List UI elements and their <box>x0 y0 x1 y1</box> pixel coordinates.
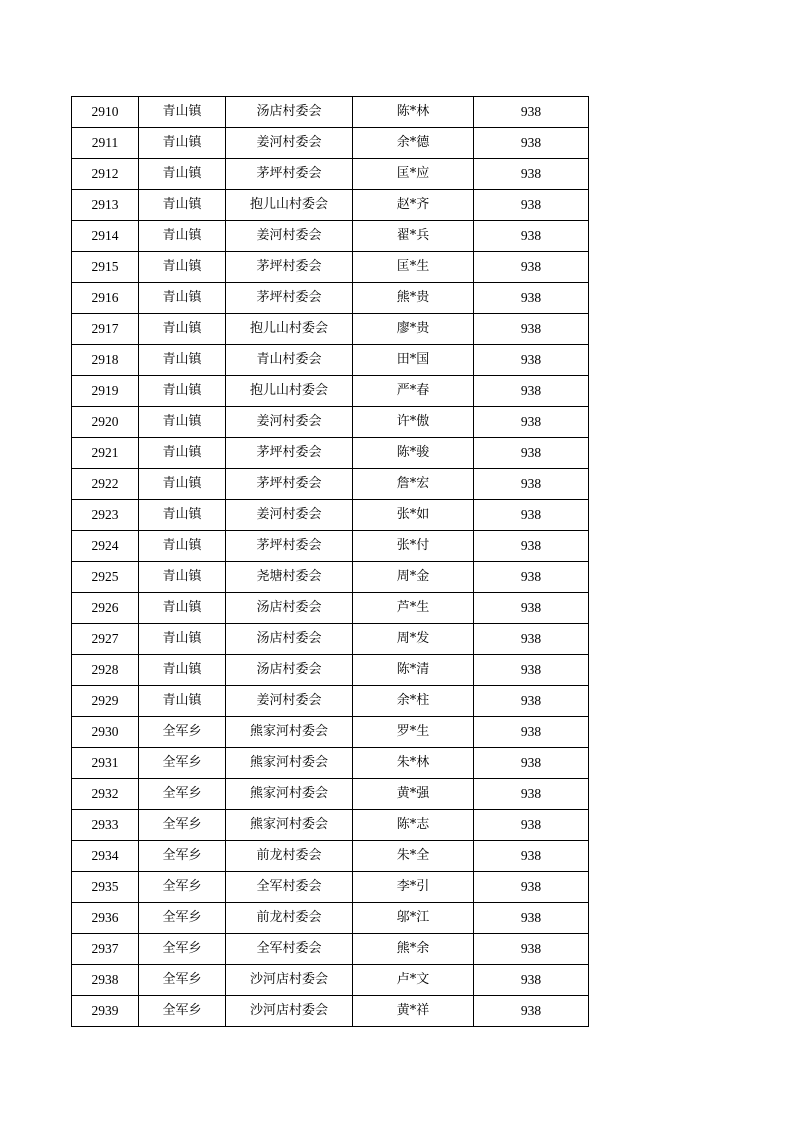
row-number-cell: 2919 <box>72 376 139 407</box>
name-cell: 陈*骏 <box>353 438 474 469</box>
amount-cell: 938 <box>474 438 589 469</box>
row-number-cell: 2929 <box>72 686 139 717</box>
table-row <box>72 655 589 686</box>
name-cell: 张*付 <box>353 531 474 562</box>
table-row <box>72 128 589 159</box>
row-number-cell: 2927 <box>72 624 139 655</box>
name-cell: 匡*生 <box>353 252 474 283</box>
name-cell: 詹*宏 <box>353 469 474 500</box>
table-row <box>72 903 589 934</box>
row-number-cell: 2922 <box>72 469 139 500</box>
records-table-body <box>72 97 589 1027</box>
village-committee-cell: 熊家河村委会 <box>226 717 353 748</box>
township-cell: 青山镇 <box>139 345 226 376</box>
township-cell: 青山镇 <box>139 376 226 407</box>
name-cell: 罗*生 <box>353 717 474 748</box>
table-row <box>72 717 589 748</box>
amount-cell: 938 <box>474 314 589 345</box>
village-committee-cell: 熊家河村委会 <box>226 810 353 841</box>
name-cell: 朱*林 <box>353 748 474 779</box>
name-cell: 李*引 <box>353 872 474 903</box>
name-cell: 熊*余 <box>353 934 474 965</box>
row-number-cell: 2921 <box>72 438 139 469</box>
row-number-cell: 2923 <box>72 500 139 531</box>
amount-cell: 938 <box>474 345 589 376</box>
township-cell: 青山镇 <box>139 314 226 345</box>
row-number-cell: 2936 <box>72 903 139 934</box>
amount-cell: 938 <box>474 686 589 717</box>
amount-cell: 938 <box>474 562 589 593</box>
township-cell: 全军乡 <box>139 996 226 1027</box>
village-committee-cell: 茅坪村委会 <box>226 469 353 500</box>
row-number-cell: 2926 <box>72 593 139 624</box>
name-cell: 周*金 <box>353 562 474 593</box>
row-number-cell: 2920 <box>72 407 139 438</box>
village-committee-cell: 全军村委会 <box>226 934 353 965</box>
village-committee-cell: 茅坪村委会 <box>226 438 353 469</box>
village-committee-cell: 青山村委会 <box>226 345 353 376</box>
village-committee-cell: 汤店村委会 <box>226 593 353 624</box>
row-number-cell: 2912 <box>72 159 139 190</box>
village-committee-cell: 茅坪村委会 <box>226 252 353 283</box>
township-cell: 青山镇 <box>139 97 226 128</box>
name-cell: 黄*强 <box>353 779 474 810</box>
amount-cell: 938 <box>474 283 589 314</box>
table-row <box>72 624 589 655</box>
row-number-cell: 2918 <box>72 345 139 376</box>
table-row <box>72 748 589 779</box>
row-number-cell: 2938 <box>72 965 139 996</box>
name-cell: 匡*应 <box>353 159 474 190</box>
village-committee-cell: 沙河店村委会 <box>226 996 353 1027</box>
village-committee-cell: 熊家河村委会 <box>226 748 353 779</box>
village-committee-cell: 全军村委会 <box>226 872 353 903</box>
village-committee-cell: 汤店村委会 <box>226 624 353 655</box>
row-number-cell: 2937 <box>72 934 139 965</box>
township-cell: 全军乡 <box>139 934 226 965</box>
township-cell: 青山镇 <box>139 283 226 314</box>
row-number-cell: 2913 <box>72 190 139 221</box>
amount-cell: 938 <box>474 748 589 779</box>
township-cell: 青山镇 <box>139 407 226 438</box>
amount-cell: 938 <box>474 128 589 159</box>
table-row <box>72 779 589 810</box>
amount-cell: 938 <box>474 252 589 283</box>
row-number-cell: 2930 <box>72 717 139 748</box>
amount-cell: 938 <box>474 934 589 965</box>
township-cell: 青山镇 <box>139 500 226 531</box>
village-committee-cell: 抱儿山村委会 <box>226 314 353 345</box>
table-row <box>72 438 589 469</box>
name-cell: 赵*齐 <box>353 190 474 221</box>
name-cell: 陈*林 <box>353 97 474 128</box>
township-cell: 青山镇 <box>139 562 226 593</box>
name-cell: 熊*贵 <box>353 283 474 314</box>
village-committee-cell: 抱儿山村委会 <box>226 190 353 221</box>
village-committee-cell: 前龙村委会 <box>226 841 353 872</box>
name-cell: 廖*贵 <box>353 314 474 345</box>
row-number-cell: 2939 <box>72 996 139 1027</box>
township-cell: 青山镇 <box>139 190 226 221</box>
village-committee-cell: 茅坪村委会 <box>226 159 353 190</box>
name-cell: 朱*全 <box>353 841 474 872</box>
table-row <box>72 810 589 841</box>
village-committee-cell: 沙河店村委会 <box>226 965 353 996</box>
township-cell: 青山镇 <box>139 159 226 190</box>
name-cell: 许*傲 <box>353 407 474 438</box>
row-number-cell: 2934 <box>72 841 139 872</box>
amount-cell: 938 <box>474 717 589 748</box>
township-cell: 全军乡 <box>139 841 226 872</box>
name-cell: 陈*志 <box>353 810 474 841</box>
name-cell: 芦*生 <box>353 593 474 624</box>
township-cell: 青山镇 <box>139 531 226 562</box>
village-committee-cell: 姜河村委会 <box>226 407 353 438</box>
village-committee-cell: 茅坪村委会 <box>226 283 353 314</box>
amount-cell: 938 <box>474 531 589 562</box>
amount-cell: 938 <box>474 779 589 810</box>
amount-cell: 938 <box>474 221 589 252</box>
table-row <box>72 469 589 500</box>
township-cell: 全军乡 <box>139 748 226 779</box>
township-cell: 青山镇 <box>139 221 226 252</box>
row-number-cell: 2925 <box>72 562 139 593</box>
village-committee-cell: 汤店村委会 <box>226 655 353 686</box>
data-sheet <box>71 96 588 1027</box>
amount-cell: 938 <box>474 593 589 624</box>
row-number-cell: 2931 <box>72 748 139 779</box>
village-committee-cell: 姜河村委会 <box>226 500 353 531</box>
amount-cell: 938 <box>474 376 589 407</box>
township-cell: 全军乡 <box>139 872 226 903</box>
table-row <box>72 159 589 190</box>
township-cell: 全军乡 <box>139 810 226 841</box>
row-number-cell: 2916 <box>72 283 139 314</box>
village-committee-cell: 姜河村委会 <box>226 686 353 717</box>
village-committee-cell: 姜河村委会 <box>226 128 353 159</box>
row-number-cell: 2911 <box>72 128 139 159</box>
amount-cell: 938 <box>474 469 589 500</box>
row-number-cell: 2914 <box>72 221 139 252</box>
amount-cell: 938 <box>474 407 589 438</box>
amount-cell: 938 <box>474 810 589 841</box>
table-row <box>72 531 589 562</box>
name-cell: 翟*兵 <box>353 221 474 252</box>
township-cell: 青山镇 <box>139 686 226 717</box>
village-committee-cell: 汤店村委会 <box>226 97 353 128</box>
township-cell: 青山镇 <box>139 624 226 655</box>
amount-cell: 938 <box>474 97 589 128</box>
table-row <box>72 934 589 965</box>
township-cell: 青山镇 <box>139 438 226 469</box>
name-cell: 周*发 <box>353 624 474 655</box>
amount-cell: 938 <box>474 996 589 1027</box>
amount-cell: 938 <box>474 903 589 934</box>
township-cell: 全军乡 <box>139 903 226 934</box>
amount-cell: 938 <box>474 872 589 903</box>
table-row <box>72 965 589 996</box>
amount-cell: 938 <box>474 841 589 872</box>
row-number-cell: 2910 <box>72 97 139 128</box>
records-table <box>71 96 589 1027</box>
row-number-cell: 2924 <box>72 531 139 562</box>
table-row <box>72 190 589 221</box>
township-cell: 全军乡 <box>139 779 226 810</box>
name-cell: 余*柱 <box>353 686 474 717</box>
name-cell: 张*如 <box>353 500 474 531</box>
name-cell: 余*德 <box>353 128 474 159</box>
table-row <box>72 252 589 283</box>
row-number-cell: 2928 <box>72 655 139 686</box>
village-committee-cell: 姜河村委会 <box>226 221 353 252</box>
table-row <box>72 376 589 407</box>
table-row <box>72 314 589 345</box>
name-cell: 黄*祥 <box>353 996 474 1027</box>
amount-cell: 938 <box>474 500 589 531</box>
township-cell: 全军乡 <box>139 965 226 996</box>
village-committee-cell: 茅坪村委会 <box>226 531 353 562</box>
table-row <box>72 593 589 624</box>
row-number-cell: 2915 <box>72 252 139 283</box>
table-row <box>72 562 589 593</box>
table-row <box>72 872 589 903</box>
table-row <box>72 345 589 376</box>
amount-cell: 938 <box>474 190 589 221</box>
village-committee-cell: 熊家河村委会 <box>226 779 353 810</box>
township-cell: 青山镇 <box>139 593 226 624</box>
table-row <box>72 283 589 314</box>
township-cell: 青山镇 <box>139 128 226 159</box>
township-cell: 青山镇 <box>139 655 226 686</box>
row-number-cell: 2933 <box>72 810 139 841</box>
amount-cell: 938 <box>474 655 589 686</box>
table-row <box>72 407 589 438</box>
table-row <box>72 841 589 872</box>
table-row <box>72 996 589 1027</box>
township-cell: 全军乡 <box>139 717 226 748</box>
row-number-cell: 2917 <box>72 314 139 345</box>
village-committee-cell: 抱儿山村委会 <box>226 376 353 407</box>
amount-cell: 938 <box>474 624 589 655</box>
row-number-cell: 2935 <box>72 872 139 903</box>
name-cell: 卢*文 <box>353 965 474 996</box>
township-cell: 青山镇 <box>139 469 226 500</box>
table-row <box>72 500 589 531</box>
township-cell: 青山镇 <box>139 252 226 283</box>
name-cell: 陈*清 <box>353 655 474 686</box>
table-row <box>72 686 589 717</box>
name-cell: 田*国 <box>353 345 474 376</box>
amount-cell: 938 <box>474 159 589 190</box>
name-cell: 严*春 <box>353 376 474 407</box>
amount-cell: 938 <box>474 965 589 996</box>
table-row <box>72 221 589 252</box>
name-cell: 邬*江 <box>353 903 474 934</box>
row-number-cell: 2932 <box>72 779 139 810</box>
table-row <box>72 97 589 128</box>
village-committee-cell: 尧塘村委会 <box>226 562 353 593</box>
village-committee-cell: 前龙村委会 <box>226 903 353 934</box>
